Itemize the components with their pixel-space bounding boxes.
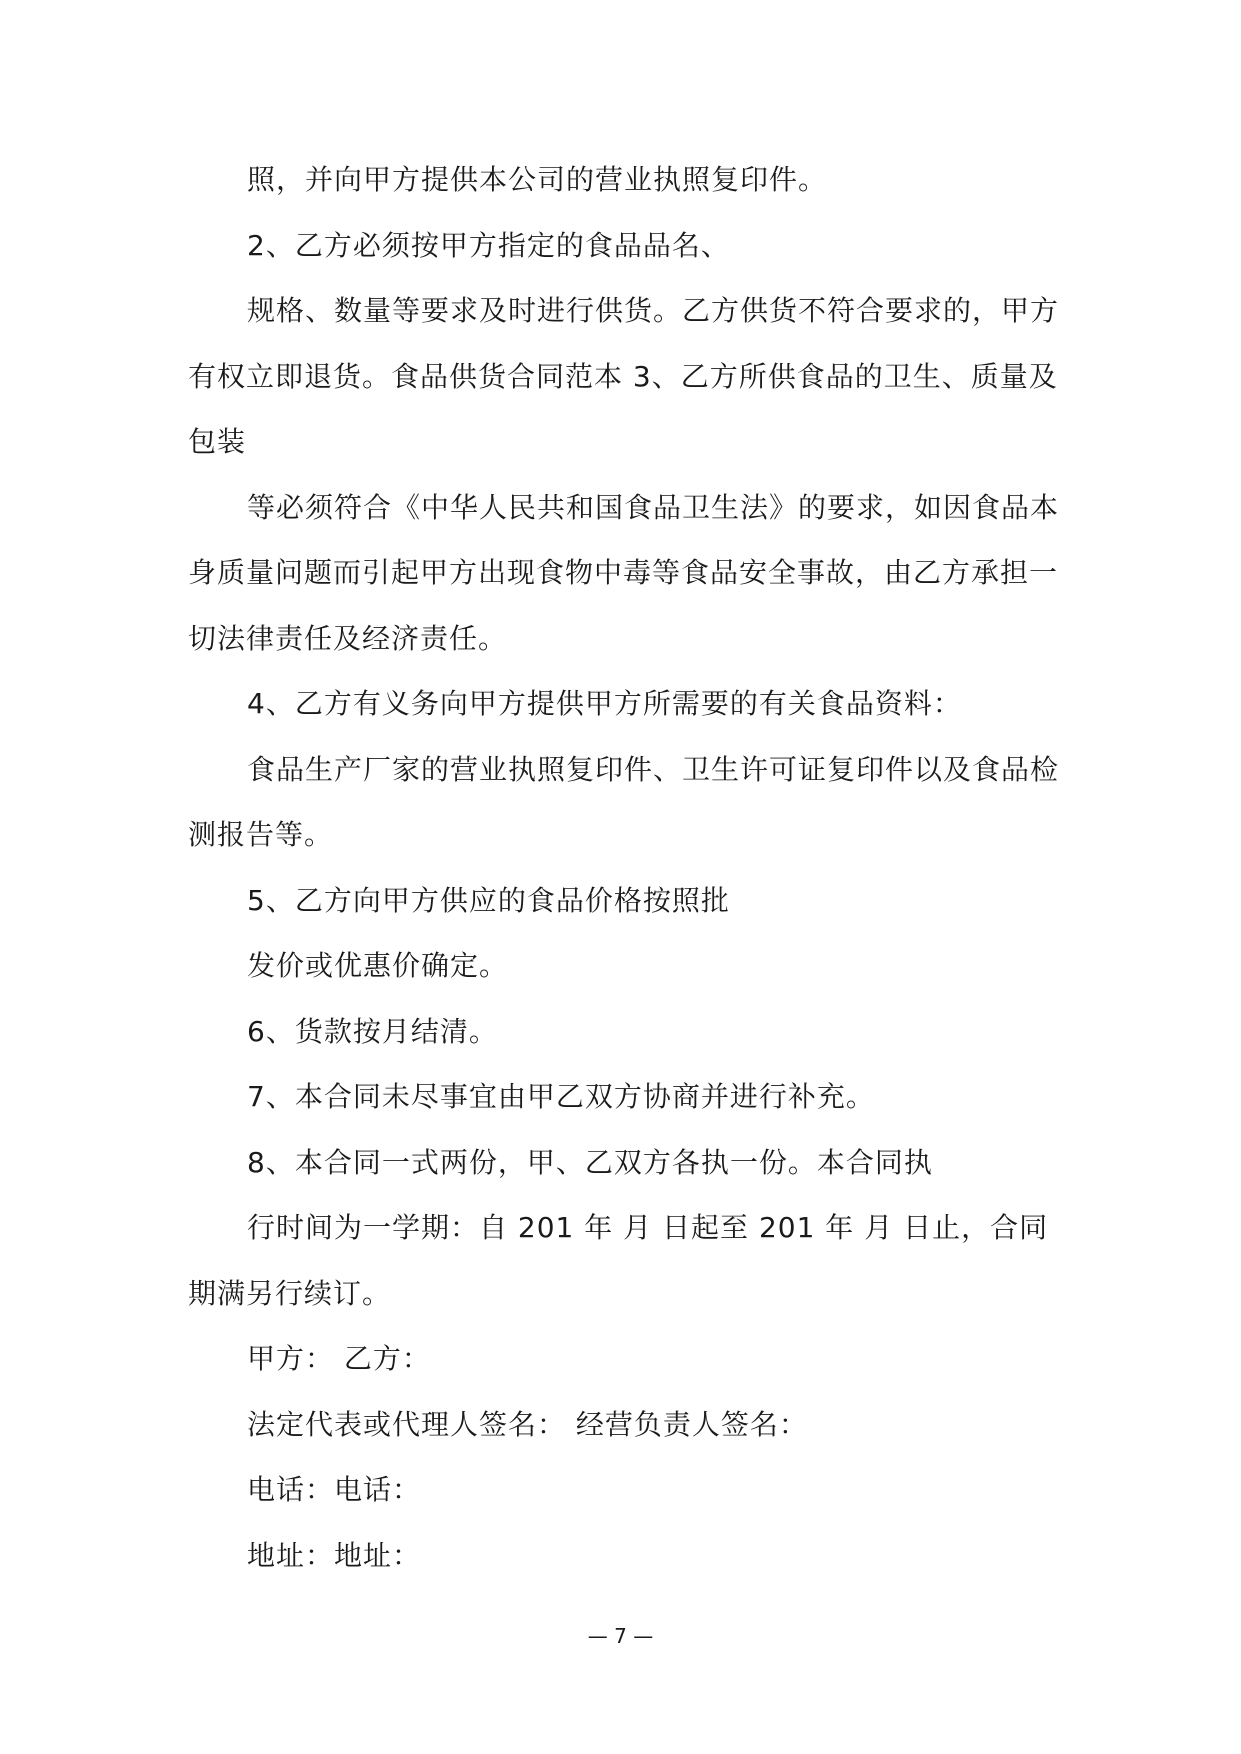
clause-5-line-2: 发价或优惠价确定。 [247, 949, 509, 982]
clause-3-line-1: 包装 [188, 425, 247, 458]
clause-8-line-2: 行时间为一学期：自 201 年 月 日起至 201 年 月 日止，合同 [247, 1211, 1049, 1244]
page-number: — 7 — [587, 1624, 654, 1648]
clause-7: 7、本合同未尽事宜由甲乙双方协商并进行补充。 [247, 1080, 875, 1113]
clause-2-line-3: 有权立即退货。食品供货合同范本 3、乙方所供食品的卫生、质量及 [188, 360, 1058, 393]
clause-4-line-1: 4、乙方有义务向甲方提供甲方所需要的有关食品资料： [247, 687, 962, 720]
clause-4-line-2: 食品生产厂家的营业执照复印件、卫生许可证复印件以及食品检 [247, 753, 1060, 786]
clause-2-line-2: 规格、数量等要求及时进行供货。乙方供货不符合要求的，甲方 [247, 294, 1060, 327]
clause-3-line-2: 等必须符合《中华人民共和国食品卫生法》的要求，如因食品本 [247, 491, 1060, 524]
clause-8-line-3: 期满另行续订。 [188, 1277, 392, 1310]
clause-8-line-1: 8、本合同一式两份，甲、乙双方各执一份。本合同执 [247, 1146, 933, 1179]
clause-5-line-1: 5、乙方向甲方供应的食品价格按照批 [247, 884, 730, 917]
signature-address: 地址：地址： [247, 1539, 422, 1572]
signature-parties: 甲方： 乙方： [247, 1342, 431, 1375]
clause-2-line-1: 2、乙方必须按甲方指定的食品品名、 [247, 229, 730, 262]
clause-3-line-4: 切法律责任及经济责任。 [188, 622, 508, 655]
clause-6: 6、货款按月结清。 [247, 1015, 498, 1048]
signature-phone: 电话：电话： [247, 1473, 422, 1506]
text-line-1: 照，并向甲方提供本公司的营业执照复印件。 [247, 163, 828, 196]
clause-3-line-3: 身质量问题而引起甲方出现食物中毒等食品安全事故，由乙方承担一 [188, 556, 1059, 589]
signature-names: 法定代表或代理人签名： 经营负责人签名： [247, 1408, 808, 1441]
clause-4-line-3: 测报告等。 [188, 818, 334, 851]
